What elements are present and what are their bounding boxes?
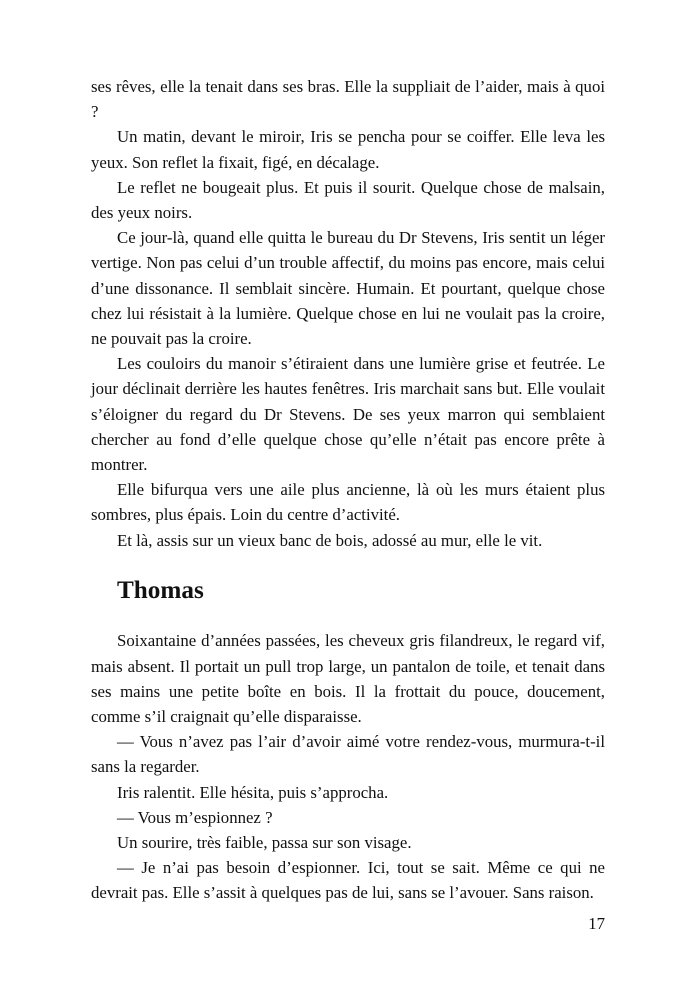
paragraph: Elle bifurqua vers une aile plus ancienne, là où les murs étaient plus sombres, plus épais. Loin du centre d’activité. xyxy=(91,480,605,525)
page-body xyxy=(91,74,605,906)
paragraph: Et là, assis sur un vieux banc de bois, adossé au mur, elle le vit. xyxy=(117,530,543,550)
dialogue-paragraph: — Vous m’espionnez ? xyxy=(117,807,273,827)
paragraph: Un sourire, très faible, passa sur son visage. xyxy=(117,833,412,853)
dialogue-paragraph: — Je n’ai pas besoin d’espionner. Ici, tout se sait. Même ce qui ne devrait pas. Elle s’assit à quelques pas de lui, sans se l’avouer. Sans raison. xyxy=(91,858,605,903)
paragraph: Les couloirs du manoir s’étiraient dans une lumière grise et feutrée. Le jour déclinait derrière les hautes fenêtres. Iris marchait sans but. Elle voulait s’éloigner du regard du Dr Stevens. De ses yeux marron qui semblaient chercher au fond d’elle quelque chose qu’elle n’était pas encore prête à montrer. xyxy=(91,354,605,475)
section-spacer xyxy=(91,603,605,628)
paragraph: ses rêves, elle la tenait dans ses bras. Elle la suppliait de l’aider, mais à quoi ? xyxy=(91,77,605,122)
paragraph: Iris ralentit. Elle hésita, puis s’approcha. xyxy=(117,782,389,802)
paragraph: Ce jour-là, quand elle quitta le bureau du Dr Stevens, Iris sentit un léger vertige. Non pas celui d’un trouble affectif, du moins pas encore, mais celui d’une dissonance. Il semblait sincère. Humain. Et pourtant, quelque chose chez lui résistait à la lumière. Quelque chose en lui ne voulait pas la croire, ne pouvait pas la croire. xyxy=(91,228,605,349)
paragraph: Soixantaine d’années passées, les cheveux gris filandreux, le regard vif, mais absent. Il portait un pull trop large, un pantalon de toile, et tenait dans ses mains une petite boîte en bois. Il la frottait du pouce, doucement, comme s’il craignait qu’elle disparaisse. xyxy=(91,631,605,727)
section-spacer xyxy=(91,553,605,578)
paragraph: Le reflet ne bougeait plus. Et puis il sourit. Quelque chose de malsain, des yeux noirs. xyxy=(91,177,605,223)
paragraph: Un matin, devant le miroir, Iris se pencha pour se coiffer. Elle leva les yeux. Son reflet la fixait, figé, en décalage. xyxy=(91,127,605,172)
dialogue-paragraph: — Vous n’avez pas l’air d’avoir aimé votre rendez-vous, murmura-t-il sans la regarder. xyxy=(91,732,605,777)
section-heading: Thomas xyxy=(117,577,204,605)
page-number: 17 xyxy=(588,914,605,933)
